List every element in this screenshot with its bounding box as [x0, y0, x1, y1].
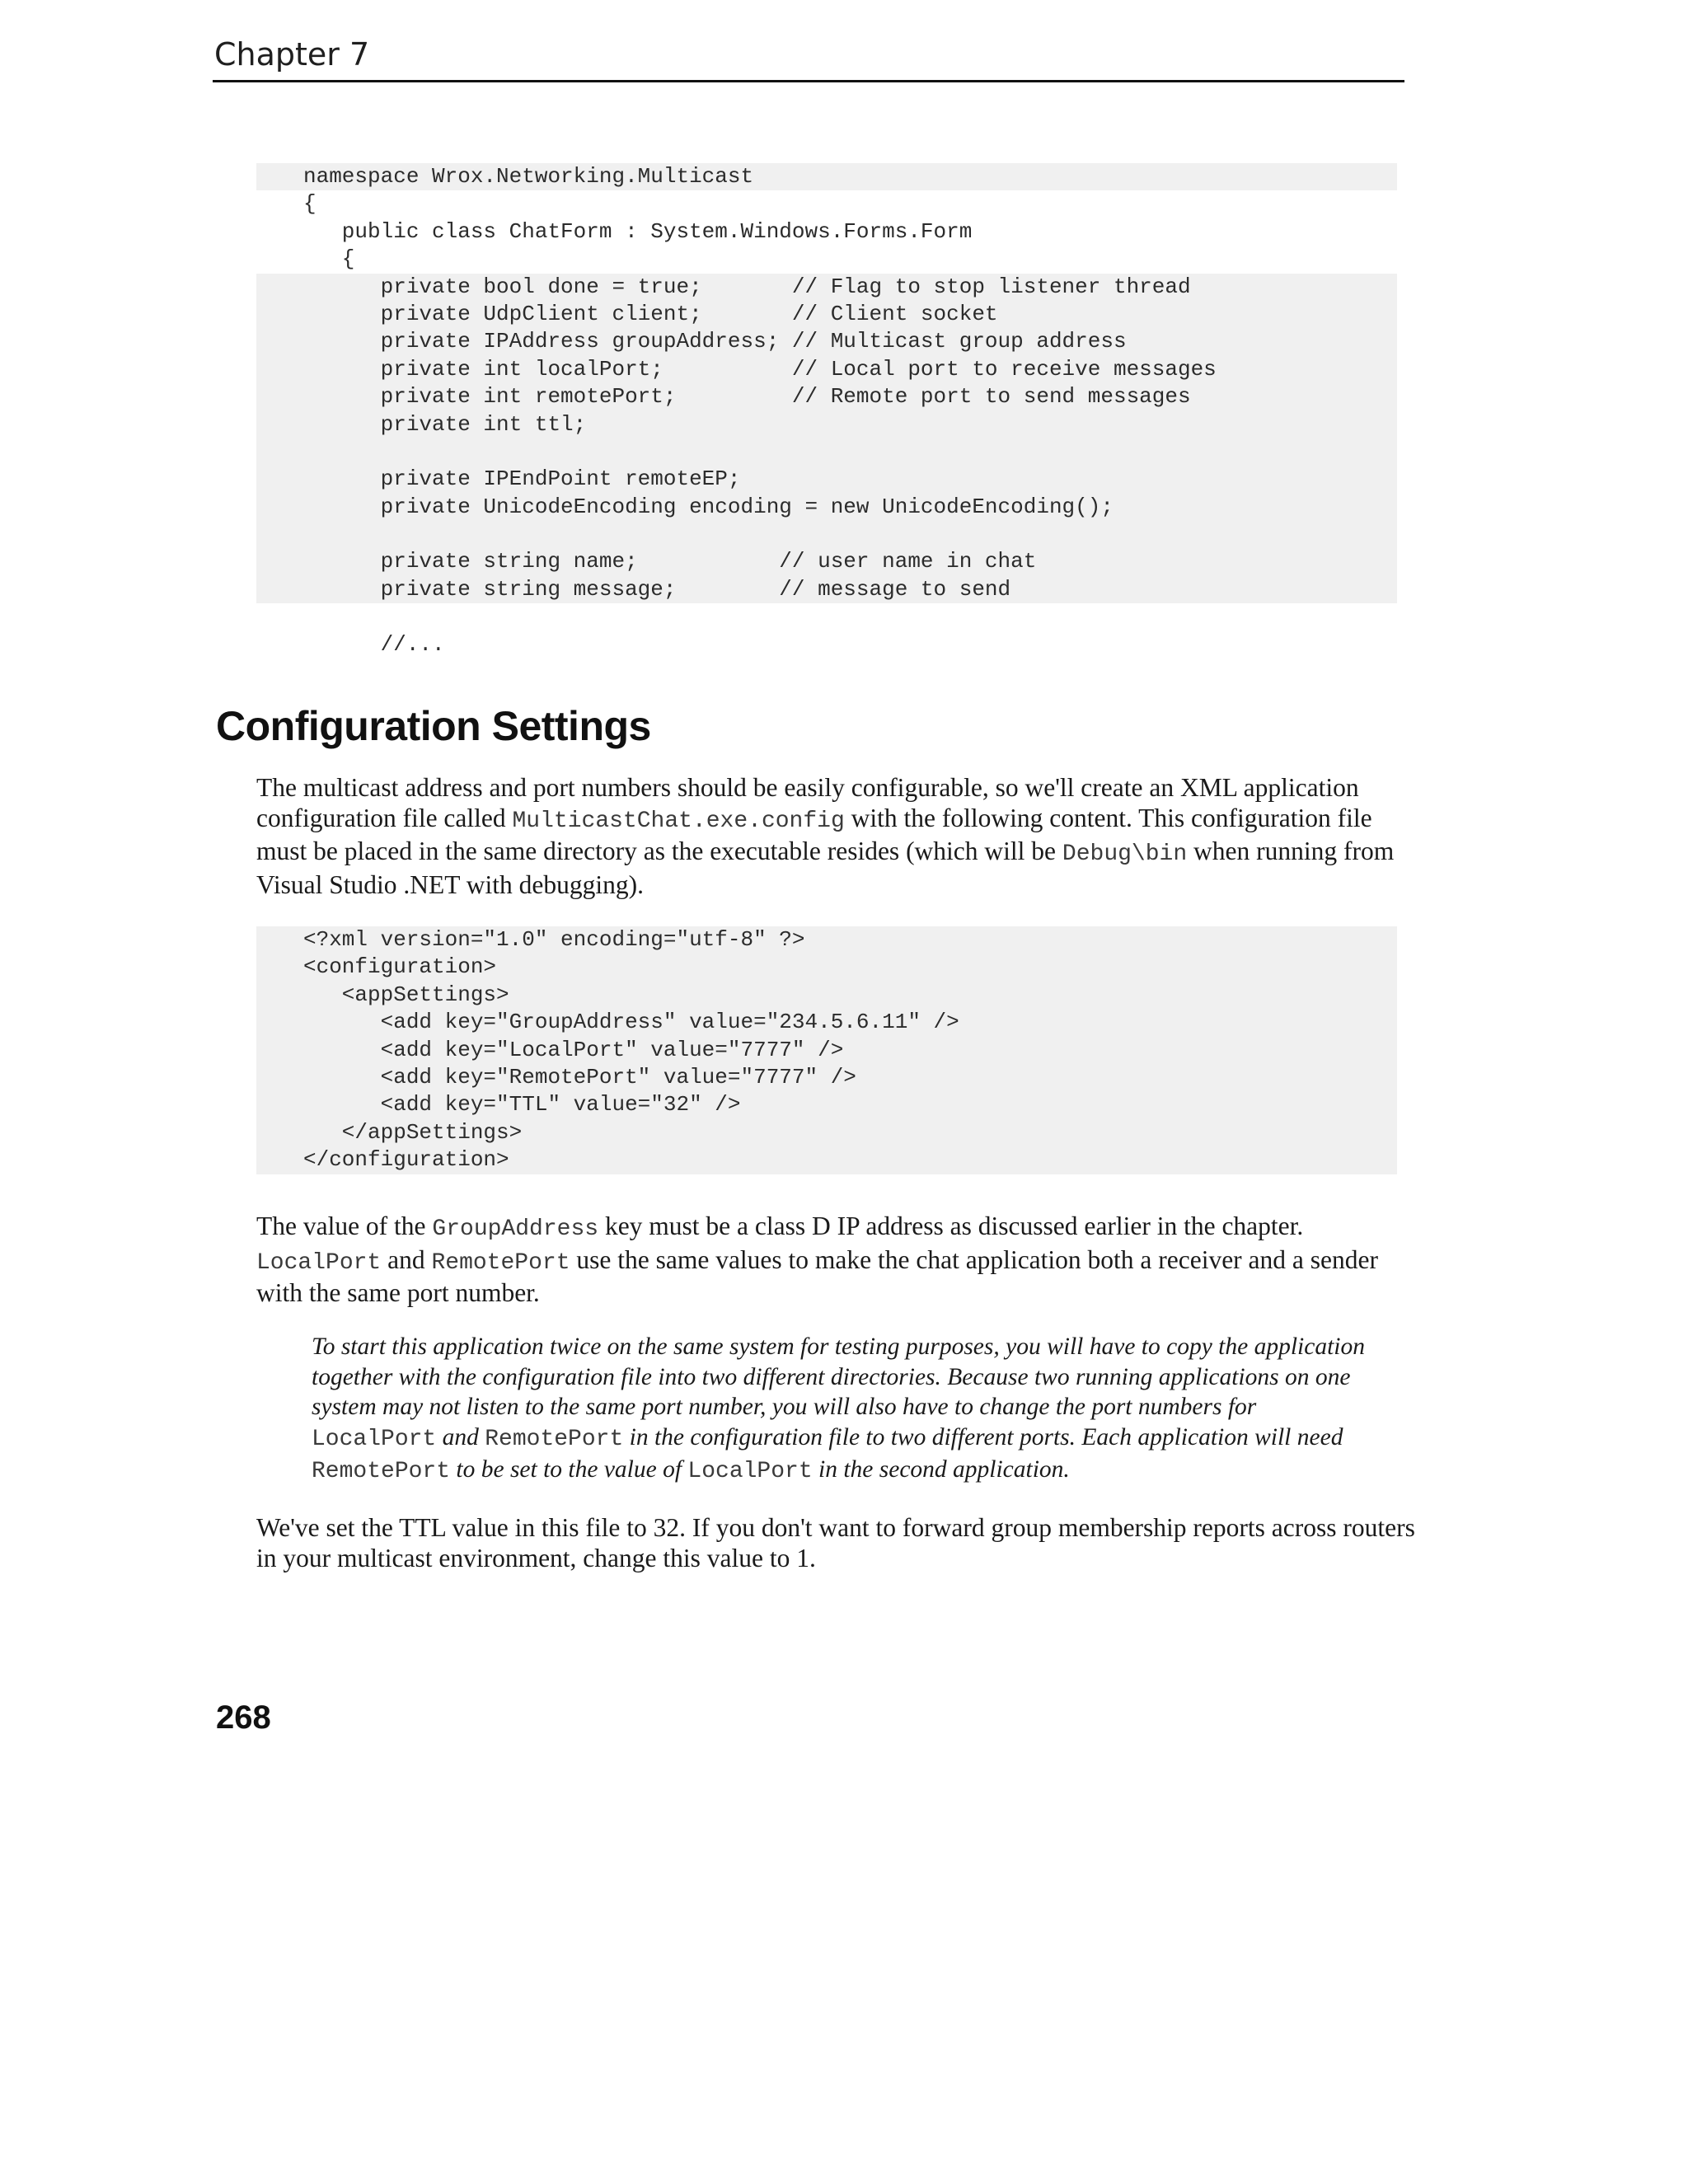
inline-code: LocalPort	[687, 1459, 813, 1484]
code-line: <add key="RemotePort" value="7777" />	[256, 1064, 1397, 1091]
code-block-chatform	[256, 163, 1397, 658]
code-line: private int localPort; // Local port to receive messages	[256, 356, 1397, 383]
paragraph-intro	[256, 773, 1427, 900]
code-line: private int remotePort; // Remote port to send messages	[256, 383, 1397, 410]
page-number: 268	[216, 1699, 271, 1736]
code-line: private bool done = true; // Flag to stop listener thread	[256, 274, 1397, 301]
code-line: namespace Wrox.Networking.Multicast	[256, 163, 1397, 190]
italic-note	[312, 1332, 1383, 1488]
code-line: <add key="LocalPort" value="7777" />	[256, 1037, 1397, 1064]
code-line	[256, 603, 1397, 630]
code-line: private UdpClient client; // Client socket	[256, 301, 1397, 328]
code-line: public class ChatForm : System.Windows.Forms.Form	[303, 218, 973, 244]
paragraph-text: use the same values to make the chat application both a receiver and a sender with the same port number.	[256, 1244, 1378, 1307]
code-line: <add key="TTL" value="32" />	[256, 1091, 1397, 1118]
code-line: //...	[303, 631, 445, 657]
code-line: <appSettings>	[256, 982, 1397, 1009]
code-line: <configuration>	[256, 954, 1397, 981]
paragraph-groupaddress	[256, 1212, 1427, 1309]
note-text: in the configuration file to two different ports. Each application will need	[623, 1423, 1343, 1451]
note-text: to be set to the value of	[450, 1456, 688, 1483]
code-line: </appSettings>	[256, 1119, 1397, 1146]
code-line: {	[303, 246, 355, 272]
paragraph-text: when running from Visual Studio .NET with debugging).	[256, 837, 1395, 899]
inline-code: RemotePort	[312, 1459, 451, 1484]
code-line	[256, 438, 1397, 466]
inline-code: GroupAddress	[432, 1216, 599, 1242]
section-heading: Configuration Settings	[216, 703, 651, 749]
code-line: private IPEndPoint remoteEP;	[256, 466, 1397, 493]
code-line: private string message; // message to send	[256, 576, 1397, 603]
code-line	[256, 521, 1397, 548]
note-text: and	[436, 1423, 485, 1451]
paragraph-text: and	[381, 1244, 432, 1274]
code-line: private string name; // user name in chat	[256, 548, 1397, 575]
code-line: private UnicodeEncoding encoding = new UnicodeEncoding();	[256, 494, 1397, 521]
code-block-config	[256, 926, 1397, 1174]
code-line: {	[303, 191, 316, 217]
inline-code: LocalPort	[256, 1249, 382, 1276]
paragraph-text: with the following content. This configuration file must be placed in the same directory as the executable resides (which will be	[256, 803, 1372, 865]
code-line: </configuration>	[256, 1146, 1397, 1174]
inline-code: LocalPort	[312, 1426, 437, 1452]
inline-code: RemotePort	[485, 1426, 624, 1452]
paragraph-text: key must be a class D IP address as discussed earlier in the chapter.	[598, 1212, 1304, 1240]
paragraph-text: The value of the	[256, 1212, 433, 1240]
chapter-header: Chapter 7	[214, 36, 370, 73]
inline-code: MulticastChat.exe.config	[512, 808, 845, 834]
code-line: private IPAddress groupAddress; // Multicast group address	[256, 328, 1397, 355]
header-rule	[213, 80, 1404, 82]
paragraph-ttl: We've set the TTL value in this file to 32. If you don't want to forward group membership reports across routers in your multicast environment, change this value to 1.	[256, 1513, 1415, 1572]
paragraph-text: The multicast address and port numbers should be easily configurable, so we'll create an XML application configuration file called	[256, 773, 1359, 832]
inline-code: RemotePort	[431, 1249, 570, 1276]
code-line: <add key="GroupAddress" value="234.5.6.11" />	[256, 1009, 1397, 1036]
inline-code: Debug\bin	[1062, 841, 1188, 867]
note-text: in the second application.	[812, 1456, 1070, 1483]
note-text: To start this application twice on the same system for testing purposes, you will have to copy the application together with the configuration file into two different directories. Because two running applications on one system may not listen to the same port number, you will also have to change the port numbers for	[312, 1333, 1365, 1420]
code-line: private int ttl;	[256, 411, 1397, 438]
code-line: <?xml version="1.0" encoding="utf-8" ?>	[256, 926, 1397, 954]
